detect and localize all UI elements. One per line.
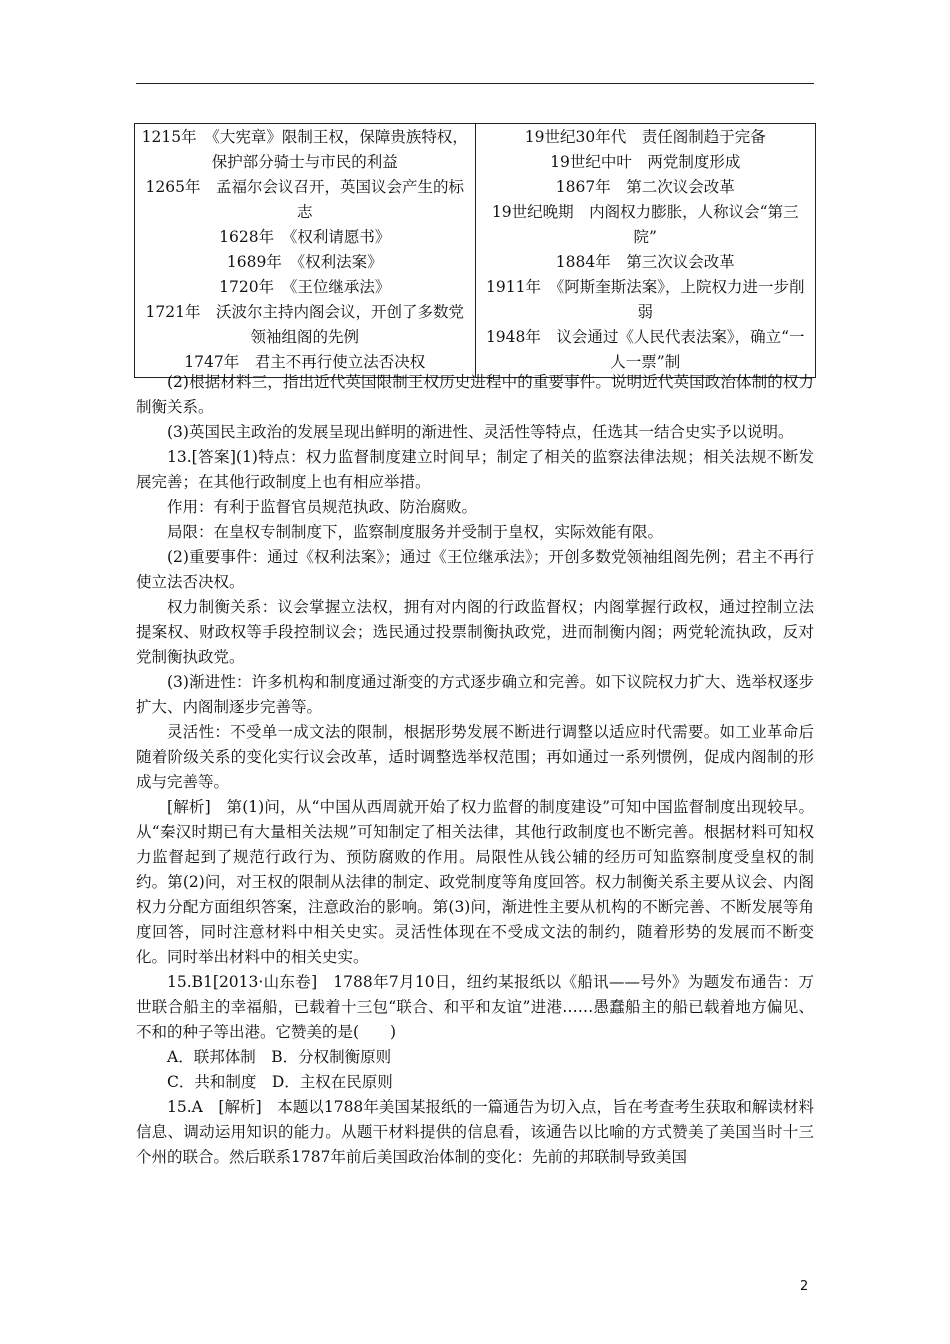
answer-13-flexibility: 灵活性：不受单一成文法的限制，根据形势发展不断进行调整以适应时代需要。如工业革命后随着阶级关系的变化实行议会改革，适时调整选举权范围；再如通过一系列惯例，促成内阁制的形成与完善等。 [136, 723, 814, 791]
timeline-entry: 1628年 《权利请愿书》 [219, 228, 391, 246]
timeline-left-column [135, 124, 476, 378]
answer-13-limit: 局限：在皇权专制制度下，监察制度服务并受制于皇权，实际效能有限。 [167, 523, 664, 541]
timeline-entry: 1720年 《王位继承法》 [219, 278, 391, 296]
timeline-entry: 1689年 《权利法案》 [226, 253, 383, 271]
timeline-entry: 1884年 第三次议会改革 [555, 253, 735, 271]
answer-13-effect: 作用：有利于监督官员规范执政、防治腐败。 [167, 498, 478, 516]
timeline-entry: 1721年 沃波尔主持内阁会议，开创了多数党领袖组阁的先例 [145, 303, 464, 346]
answer-13-part1: 13.[答案](1)特点：权力监督制度建立时间早；制定了相关的监察法律法规；相关法规不断发展完善；在其他行政制度上也有相应举措。 [136, 448, 814, 491]
timeline-entry: 1948年 议会通过《人民代表法案》，确立“一人一票”制 [485, 328, 805, 371]
answer-13-checks: 权力制衡关系：议会掌握立法权，拥有对内阁的行政监督权；内阁掌握行政权，通过控制立法提案权、财政权等手段控制议会；选民通过投票制衡执政党，进而制衡内阁；两党轮流执政，反对党制衡执政党。 [136, 598, 814, 666]
analysis-13: [解析] 第(1)问，从“中国从西周就开始了权力监督的制度建设”可知中国监督制度出现较早。从“秦汉时期已有大量相关法规”可知制定了相关法律，其他行政制度也不断完善。根据材料可知权力监督起到了规范行政行为、预防腐败的作用。局限性从钱公辅的经历可知监察制度受皇权的制约。第(2)问，对王权的限制从法律的制定、政党制度等角度回答。权力制衡关系主要从议会、内阁权力分配方面组织答案，注意政治的影响。第(3)问，渐进性主要从机构的不断完善、不断发展等角度回答，同时注意材料中相关史实。灵活性体现在不受成文法的制约，随着形势的发展而不断变化。同时举出材料中的相关史实。 [136, 798, 814, 966]
answer-13-part2: (2)重要事件：通过《权利法案》；通过《王位继承法》；开创多数党领袖组阁先例；君主不再行使立法否决权。 [136, 548, 814, 591]
question-12-part2: (2)根据材料三，指出近代英国限制王权历史进程中的重要事件。说明近代英国政治体制的权力制衡关系。 [136, 373, 814, 416]
header-rule [136, 83, 814, 84]
question-15: 15.B1[2013·山东卷] 1788年7月10日，纽约某报纸以《船讯——号外》为题发布通告：万世联合船主的幸福船，已载着十三包“联合、和平和友谊”进港……愚蠢船主的船已载着地方偏见、不和的种子等出港。它赞美的是( ) [136, 973, 814, 1041]
page-number: 2 [800, 1279, 809, 1294]
timeline-entry: 1265年 孟福尔会议召开，英国议会产生的标志 [145, 178, 464, 221]
answer-13-part3: (3)渐进性：许多机构和制度通过渐变的方式逐步确立和完善。如下议院权力扩大、选举权逐步扩大、内阁制逐步完善等。 [136, 673, 814, 716]
question-12-part3: (3)英国民主政治的发展呈现出鲜明的渐进性、灵活性等特点，任选其一结合史实予以说明。 [167, 423, 794, 441]
timeline-entry: 19世纪中叶 两党制度形成 [550, 153, 741, 171]
timeline-entry: 1867年 第二次议会改革 [555, 178, 735, 196]
question-15-options-cd: C．共和制度 D．主权在民原则 [167, 1073, 393, 1091]
timeline-entry: 19世纪30年代 责任阁制趋于完备 [524, 128, 766, 146]
table-row [135, 124, 816, 378]
question-15-options-ab: A．联邦体制 B．分权制衡原则 [167, 1048, 392, 1066]
timeline-entry: 1215年 《大宪章》限制王权，保障贵族特权，保护部分骑士与市民的利益 [141, 128, 468, 171]
answer-15: 15.A [解析] 本题以1788年美国某报纸的一篇通告为切入点，旨在考查考生获取和解读材料信息、调动运用知识的能力。从题干材料提供的信息看，该通告以比喻的方式赞美了美国当时十三个州的联合。然后联系1787年前后美国政治体制的变化：先前的邦联制导致美国 [136, 1098, 814, 1166]
document-body [136, 370, 814, 1170]
history-timeline-table [134, 123, 816, 378]
timeline-entry: 1911年 《阿斯奎斯法案》，上院权力进一步削弱 [486, 278, 805, 321]
timeline-entry: 1747年 君主不再行使立法否决权 [184, 353, 426, 371]
timeline-right-column [475, 124, 816, 378]
timeline-entry: 19世纪晚期 内阁权力膨胀，人称议会“第三院” [491, 203, 799, 246]
